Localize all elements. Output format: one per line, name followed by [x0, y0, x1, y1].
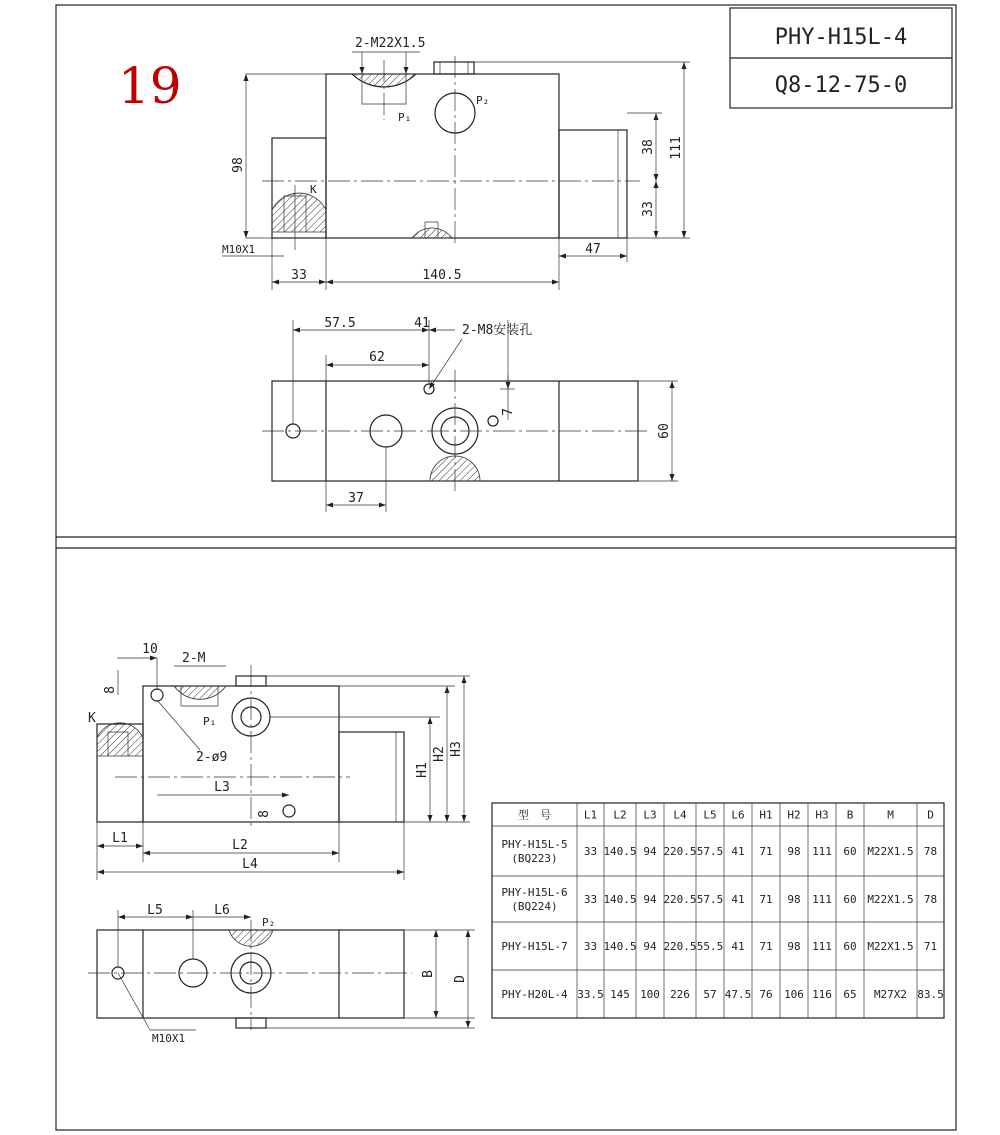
table-cell: 98: [787, 893, 801, 906]
table-cell: 47.5: [724, 988, 752, 1001]
thread-m10: M10X1: [222, 243, 256, 256]
dim-h2: H2: [432, 746, 447, 762]
table-cell: 226: [670, 988, 690, 1001]
table-cell: 60: [843, 845, 857, 858]
k-label-2: K: [88, 711, 96, 726]
table-header-cell: L3: [643, 808, 657, 822]
table-cell: 33: [583, 940, 598, 953]
table-header-cell: M: [887, 808, 894, 822]
table-cell: M22X1.5: [867, 893, 914, 906]
table-model-cell: PHY-H15L-7: [501, 940, 568, 953]
table-cell: 111: [812, 845, 832, 858]
table-model-sub: (BQ224): [511, 900, 558, 913]
p2-label-2: P₂: [262, 916, 276, 929]
table-header-cell: B: [846, 808, 854, 822]
dim-62: 62: [369, 350, 385, 365]
table-cell: 41: [731, 893, 745, 906]
table-header-cell: 型 号: [518, 808, 551, 822]
dim-l1: L1: [112, 831, 128, 846]
p1-label: P₁: [398, 111, 412, 124]
table-cell: 57.5: [696, 893, 724, 906]
generic-front-view: [88, 642, 470, 880]
table-cell: 140.5: [603, 940, 637, 953]
table-header-cell: H3: [815, 808, 829, 822]
p2-label: P₂: [476, 94, 490, 107]
table-header-cell: H1: [759, 808, 773, 822]
title-block: [730, 8, 952, 108]
table-cell: 57.5: [696, 845, 724, 858]
dim-57: 57.5: [324, 316, 356, 331]
table-cell: 140.5: [603, 893, 637, 906]
generic-body: [143, 686, 339, 822]
table-cell: 94: [643, 893, 657, 906]
dim-l3: L3: [214, 780, 230, 795]
table-cell: 71: [759, 940, 773, 953]
table-cell: 60: [843, 893, 857, 906]
dim-60: 60: [657, 423, 672, 439]
table-cell: 78: [923, 845, 938, 858]
dim-h1: H1: [415, 762, 430, 778]
table-cell: 33.5: [577, 988, 604, 1001]
table-cell: 41: [731, 845, 745, 858]
table-cell: 83.5: [917, 988, 944, 1001]
table-cell: 94: [643, 940, 657, 953]
table-header-cell: L5: [703, 808, 717, 822]
table-cell: 98: [787, 845, 801, 858]
sheet-border: [56, 5, 956, 1130]
dim-98: 98: [231, 157, 246, 173]
spec-table: [492, 803, 944, 1018]
table-cell: 71: [923, 940, 938, 953]
dim-l5: L5: [147, 903, 163, 918]
table-cell: 111: [812, 940, 832, 953]
table-cell: 76: [759, 988, 773, 1001]
dim-l6: L6: [214, 903, 230, 918]
thread-m10-2: M10X1: [152, 1032, 186, 1045]
dim-140: 140.5: [422, 268, 462, 283]
dim-38: 38: [641, 139, 656, 155]
table-cell: 33: [583, 893, 598, 906]
dim-d: D: [453, 975, 468, 983]
generic-top-view: [88, 903, 475, 1045]
table-cell: 98: [787, 940, 801, 953]
dim-l4: L4: [242, 857, 258, 872]
table-cell: 94: [643, 845, 657, 858]
table-cell: 55.5: [696, 940, 724, 953]
table-model-cell: PHY-H15L-6: [501, 886, 568, 899]
front-view: [222, 36, 690, 290]
table-cell: 71: [759, 893, 773, 906]
table-cell: 106: [784, 988, 804, 1001]
table-cell: 57: [703, 988, 717, 1001]
dim-7: 7: [501, 408, 516, 416]
p1-label-2: P₁: [203, 715, 217, 728]
table-header-cell: L6: [731, 808, 745, 822]
table-cell: 140.5: [603, 845, 637, 858]
dim-33v: 33: [641, 201, 656, 217]
table-model-cell: PHY-H20L-4: [501, 988, 568, 1001]
dim-h3: H3: [449, 741, 464, 757]
valve-body: [326, 74, 559, 238]
table-cell: 100: [640, 988, 660, 1001]
table-cell: 71: [759, 845, 773, 858]
dim-8b: 8: [257, 810, 272, 818]
drawing-code: Q8-12-75-0: [774, 73, 908, 98]
top-view: [262, 316, 678, 512]
table-cell: 220.5: [663, 845, 697, 858]
dim-l2: L2: [232, 838, 248, 853]
table-cell: 41: [731, 940, 745, 953]
dim-8a: 8: [103, 686, 118, 694]
table-header-cell: D: [927, 808, 934, 822]
dim-111: 111: [669, 136, 684, 160]
dim-10: 10: [142, 642, 158, 657]
table-model-sub: (BQ223): [511, 852, 558, 865]
table-header-cell: H2: [787, 808, 801, 822]
table-cell: 78: [923, 893, 938, 906]
label-2m: 2-M: [182, 651, 206, 666]
table-header-cell: L1: [583, 808, 598, 822]
table-cell: 220.5: [663, 940, 697, 953]
table-cell: 111: [812, 893, 832, 906]
figure-number: 19: [118, 57, 182, 115]
mount-holes-label: 2-M8安装孔: [462, 323, 533, 338]
model-code: PHY-H15L-4: [774, 25, 908, 50]
right-flange: [559, 130, 627, 238]
table-model-cell: PHY-H15L-5: [501, 838, 568, 851]
dim-41: 41: [414, 316, 430, 331]
dim-47: 47: [585, 242, 601, 257]
table-cell: 60: [843, 940, 857, 953]
table-cell: M27X2: [873, 988, 908, 1001]
k-label: K: [310, 183, 317, 196]
table-cell: 33: [583, 845, 598, 858]
table-cell: M22X1.5: [867, 845, 914, 858]
table-cell: 116: [812, 988, 832, 1001]
dim-33h: 33: [291, 268, 307, 283]
table-header-cell: L2: [613, 808, 627, 822]
table-header-cell: L4: [673, 808, 687, 822]
table-cell: 65: [843, 988, 857, 1001]
table-cell: 145: [610, 988, 630, 1001]
ports-label: 2-M22X1.5: [355, 36, 426, 51]
dim-37: 37: [348, 491, 364, 506]
table-cell: M22X1.5: [867, 940, 914, 953]
phi9-label: 2-ø9: [196, 750, 228, 765]
dim-b: B: [421, 970, 436, 978]
table-cell: 220.5: [663, 893, 697, 906]
